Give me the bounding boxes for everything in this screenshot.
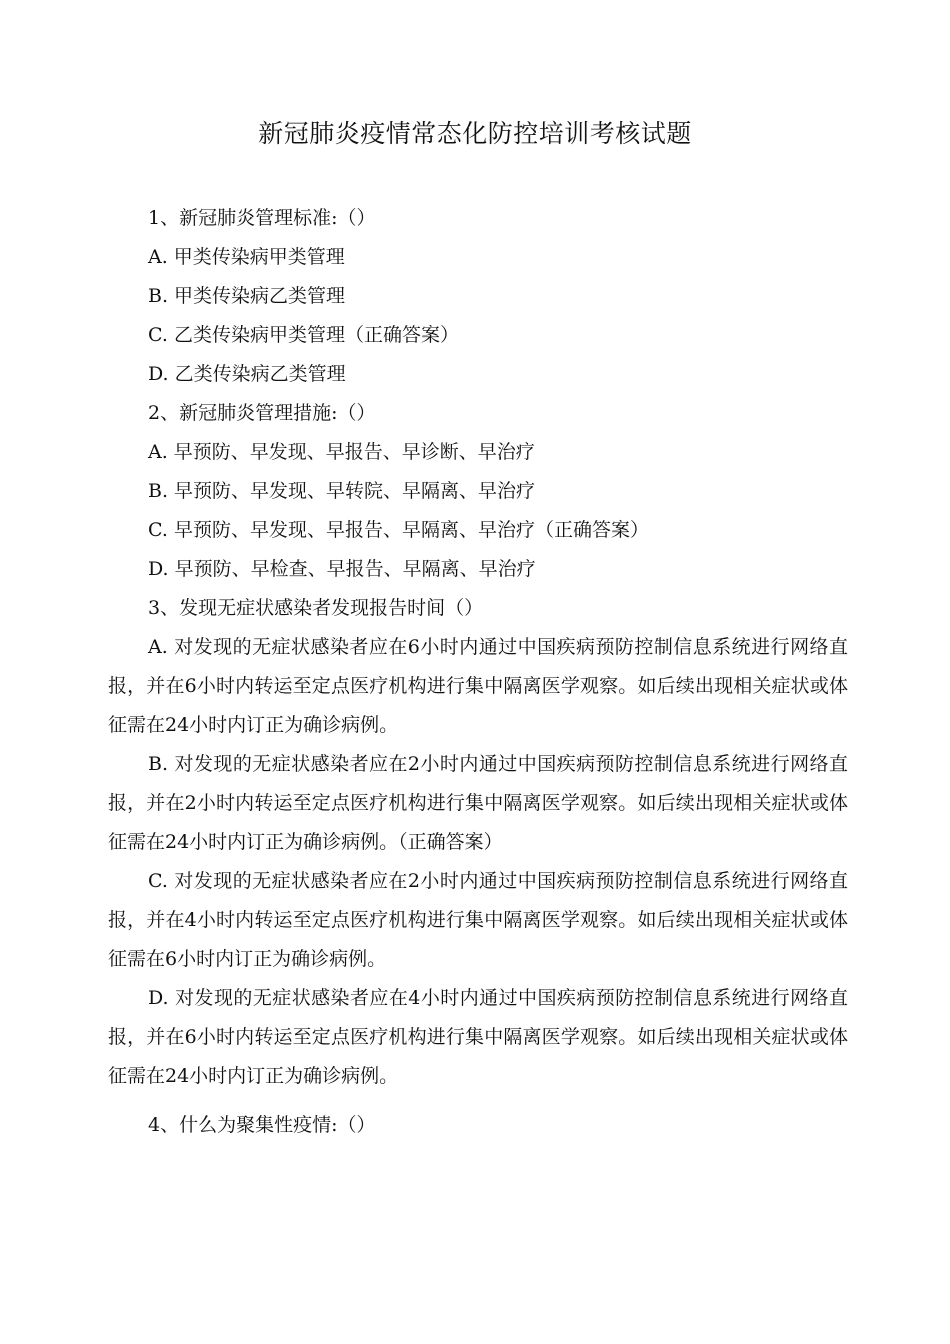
question-1-option-d: D. 乙类传染病乙类管理 xyxy=(148,363,346,385)
question-1-stem: 1、新冠肺炎管理标准:（） xyxy=(148,207,376,229)
question-1-option-a: A. 甲类传染病甲类管理 xyxy=(148,246,345,268)
question-2-option-c: C. 早预防、早发现、早报告、早隔离、早治疗（正确答案） xyxy=(148,519,649,541)
question-1-option-b: B. 甲类传染病乙类管理 xyxy=(148,285,346,307)
question-2-option-a: A. 早预防、早发现、早报告、早诊断、早治疗 xyxy=(148,441,535,463)
document-title: 新冠肺炎疫情常态化防控培训考核试题 xyxy=(258,119,692,148)
question-2-option-d: D. 早预防、早检查、早报告、早隔离、早治疗 xyxy=(148,558,536,580)
paragraph-gap xyxy=(108,1096,848,1106)
question-3-option-b: B. 对发现的无症状感染者应在2小时内通过中国疾病预防控制信息系统进行网络直报，并在2小时内转运至定点医疗机构进行集中隔离医学观察。如后续出现相关症状或体征需在24小时内订正为确诊病例。（正确答案） xyxy=(108,753,848,853)
question-3-option-a: A. 对发现的无症状感染者应在6小时内通过中国疾病预防控制信息系统进行网络直报，并在6小时内转运至定点医疗机构进行集中隔离医学观察。如后续出现相关症状或体征需在24小时内订正为确诊病例。 xyxy=(108,636,848,736)
question-3-option-c: C. 对发现的无症状感染者应在2小时内通过中国疾病预防控制信息系统进行网络直报，并在4小时内转运至定点医疗机构进行集中隔离医学观察。如后续出现相关症状或体征需在6小时内订正为确诊病例。 xyxy=(108,870,848,970)
question-2-stem: 2、新冠肺炎管理措施:（） xyxy=(148,402,376,424)
question-4-stem: 4、什么为聚集性疫情:（） xyxy=(148,1114,376,1136)
question-3-stem: 3、发现无症状感染者发现报告时间（） xyxy=(148,597,484,619)
question-3-option-d: D. 对发现的无症状感染者应在4小时内通过中国疾病预防控制信息系统进行网络直报，并在6小时内转运至定点医疗机构进行集中隔离医学观察。如后续出现相关症状或体征需在24小时内订正为确诊病例。 xyxy=(108,987,848,1087)
question-2-option-b: B. 早预防、早发现、早转院、早隔离、早治疗 xyxy=(148,480,536,502)
question-list xyxy=(108,199,848,1145)
question-1-option-c: C. 乙类传染病甲类管理（正确答案） xyxy=(148,324,459,346)
